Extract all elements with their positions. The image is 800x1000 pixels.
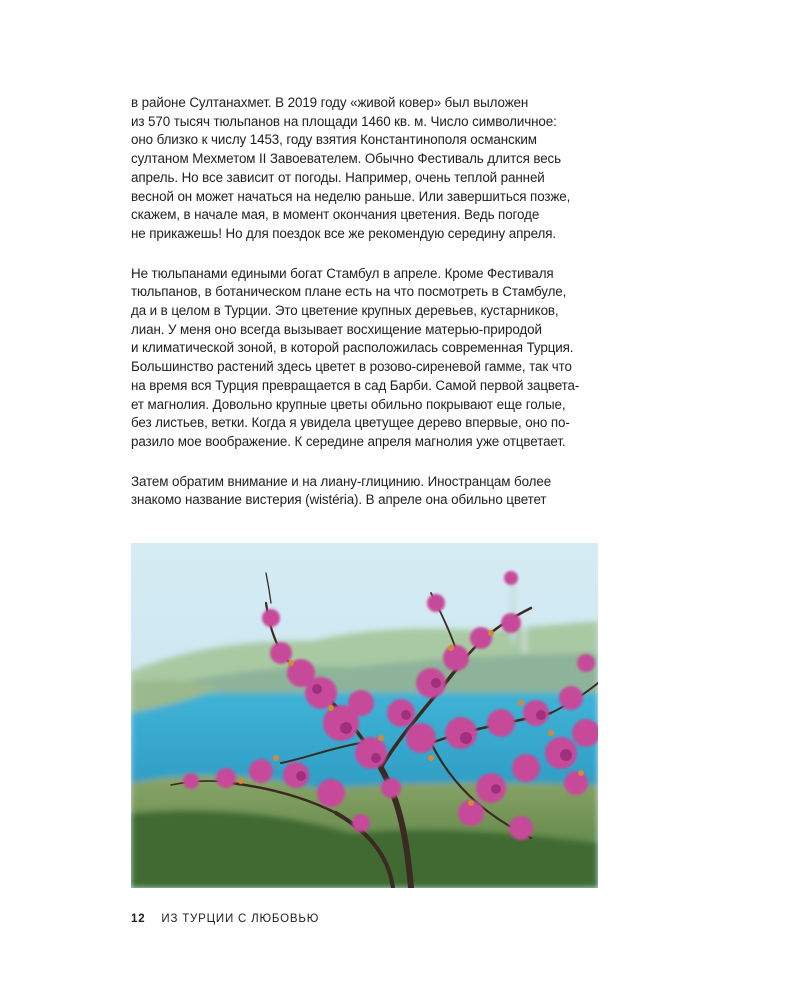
paragraph-3 (131, 473, 601, 510)
text-line: разило мое воображение. К середине апреля магнолия уже отцветает. (131, 433, 566, 449)
text-line: лиан. У меня оно всегда вызывает восхищение матерью-природой (131, 321, 542, 337)
text-line: и климатической зоной, в которой расположилась современная Турция. (131, 340, 574, 356)
text-line: скажем, в начале мая, в момент окончания цветения. Ведь погоде (131, 207, 540, 223)
text-line: да и в целом в Турции. Это цветение крупных деревьев, кустарников, (131, 303, 559, 319)
paragraph-2 (131, 265, 601, 452)
page-number: 12 (131, 913, 146, 925)
text-line: ет магнолия. Довольно крупные цветы обильно покрывают еще голые, (131, 396, 566, 412)
text-line: без листьев, ветки. Когда я увидела цветущее дерево впервые, оно по- (131, 415, 570, 431)
text-line: не прикажешь! Но для поездок все же рекомендую середину апреля. (131, 225, 556, 241)
text-line: апрель. Но все зависит от погоды. Например, очень теплой ранней (131, 169, 545, 185)
redbud-tree-photo (131, 543, 598, 888)
text-line: из 570 тысяч тюльпанов на площади 1460 кв. м. Число символичное: (131, 113, 557, 129)
text-line: Затем обратим внимание и на лиану-глицинию. Иностранцам более (131, 473, 552, 489)
text-line: оно близко к числу 1453, году взятия Константинополя османским (131, 132, 537, 148)
paragraph-1 (131, 94, 601, 244)
text-line: на время вся Турция превращается в сад Барби. Самой первой зацвета- (131, 377, 580, 393)
text-line: весной он может начаться на неделю раньше. Или завершиться позже, (131, 188, 571, 204)
text-line: в районе Султанахмет. В 2019 году «живой ковер» был выложен (131, 95, 529, 110)
text-line: Не тюльпанами едиными богат Стамбул в апреле. Кроме Фестиваля (131, 265, 554, 281)
text-line: Большинство растений здесь цветет в розово-сиреневой гамме, так что (131, 359, 572, 375)
text-line: султаном Мехметом II Завоевателем. Обычно Фестиваль длится весь (131, 151, 562, 167)
body-text (131, 94, 601, 531)
text-line: знакомо название вистерия (wistéria). В апреле она обильно цветет (131, 492, 547, 508)
text-line: тюльпанов, в ботаническом плане есть на что посмотреть в Стамбуле, (131, 284, 567, 300)
page-footer (131, 913, 319, 925)
running-title: ИЗ ТУРЦИИ С ЛЮБОВЬЮ (161, 913, 320, 925)
